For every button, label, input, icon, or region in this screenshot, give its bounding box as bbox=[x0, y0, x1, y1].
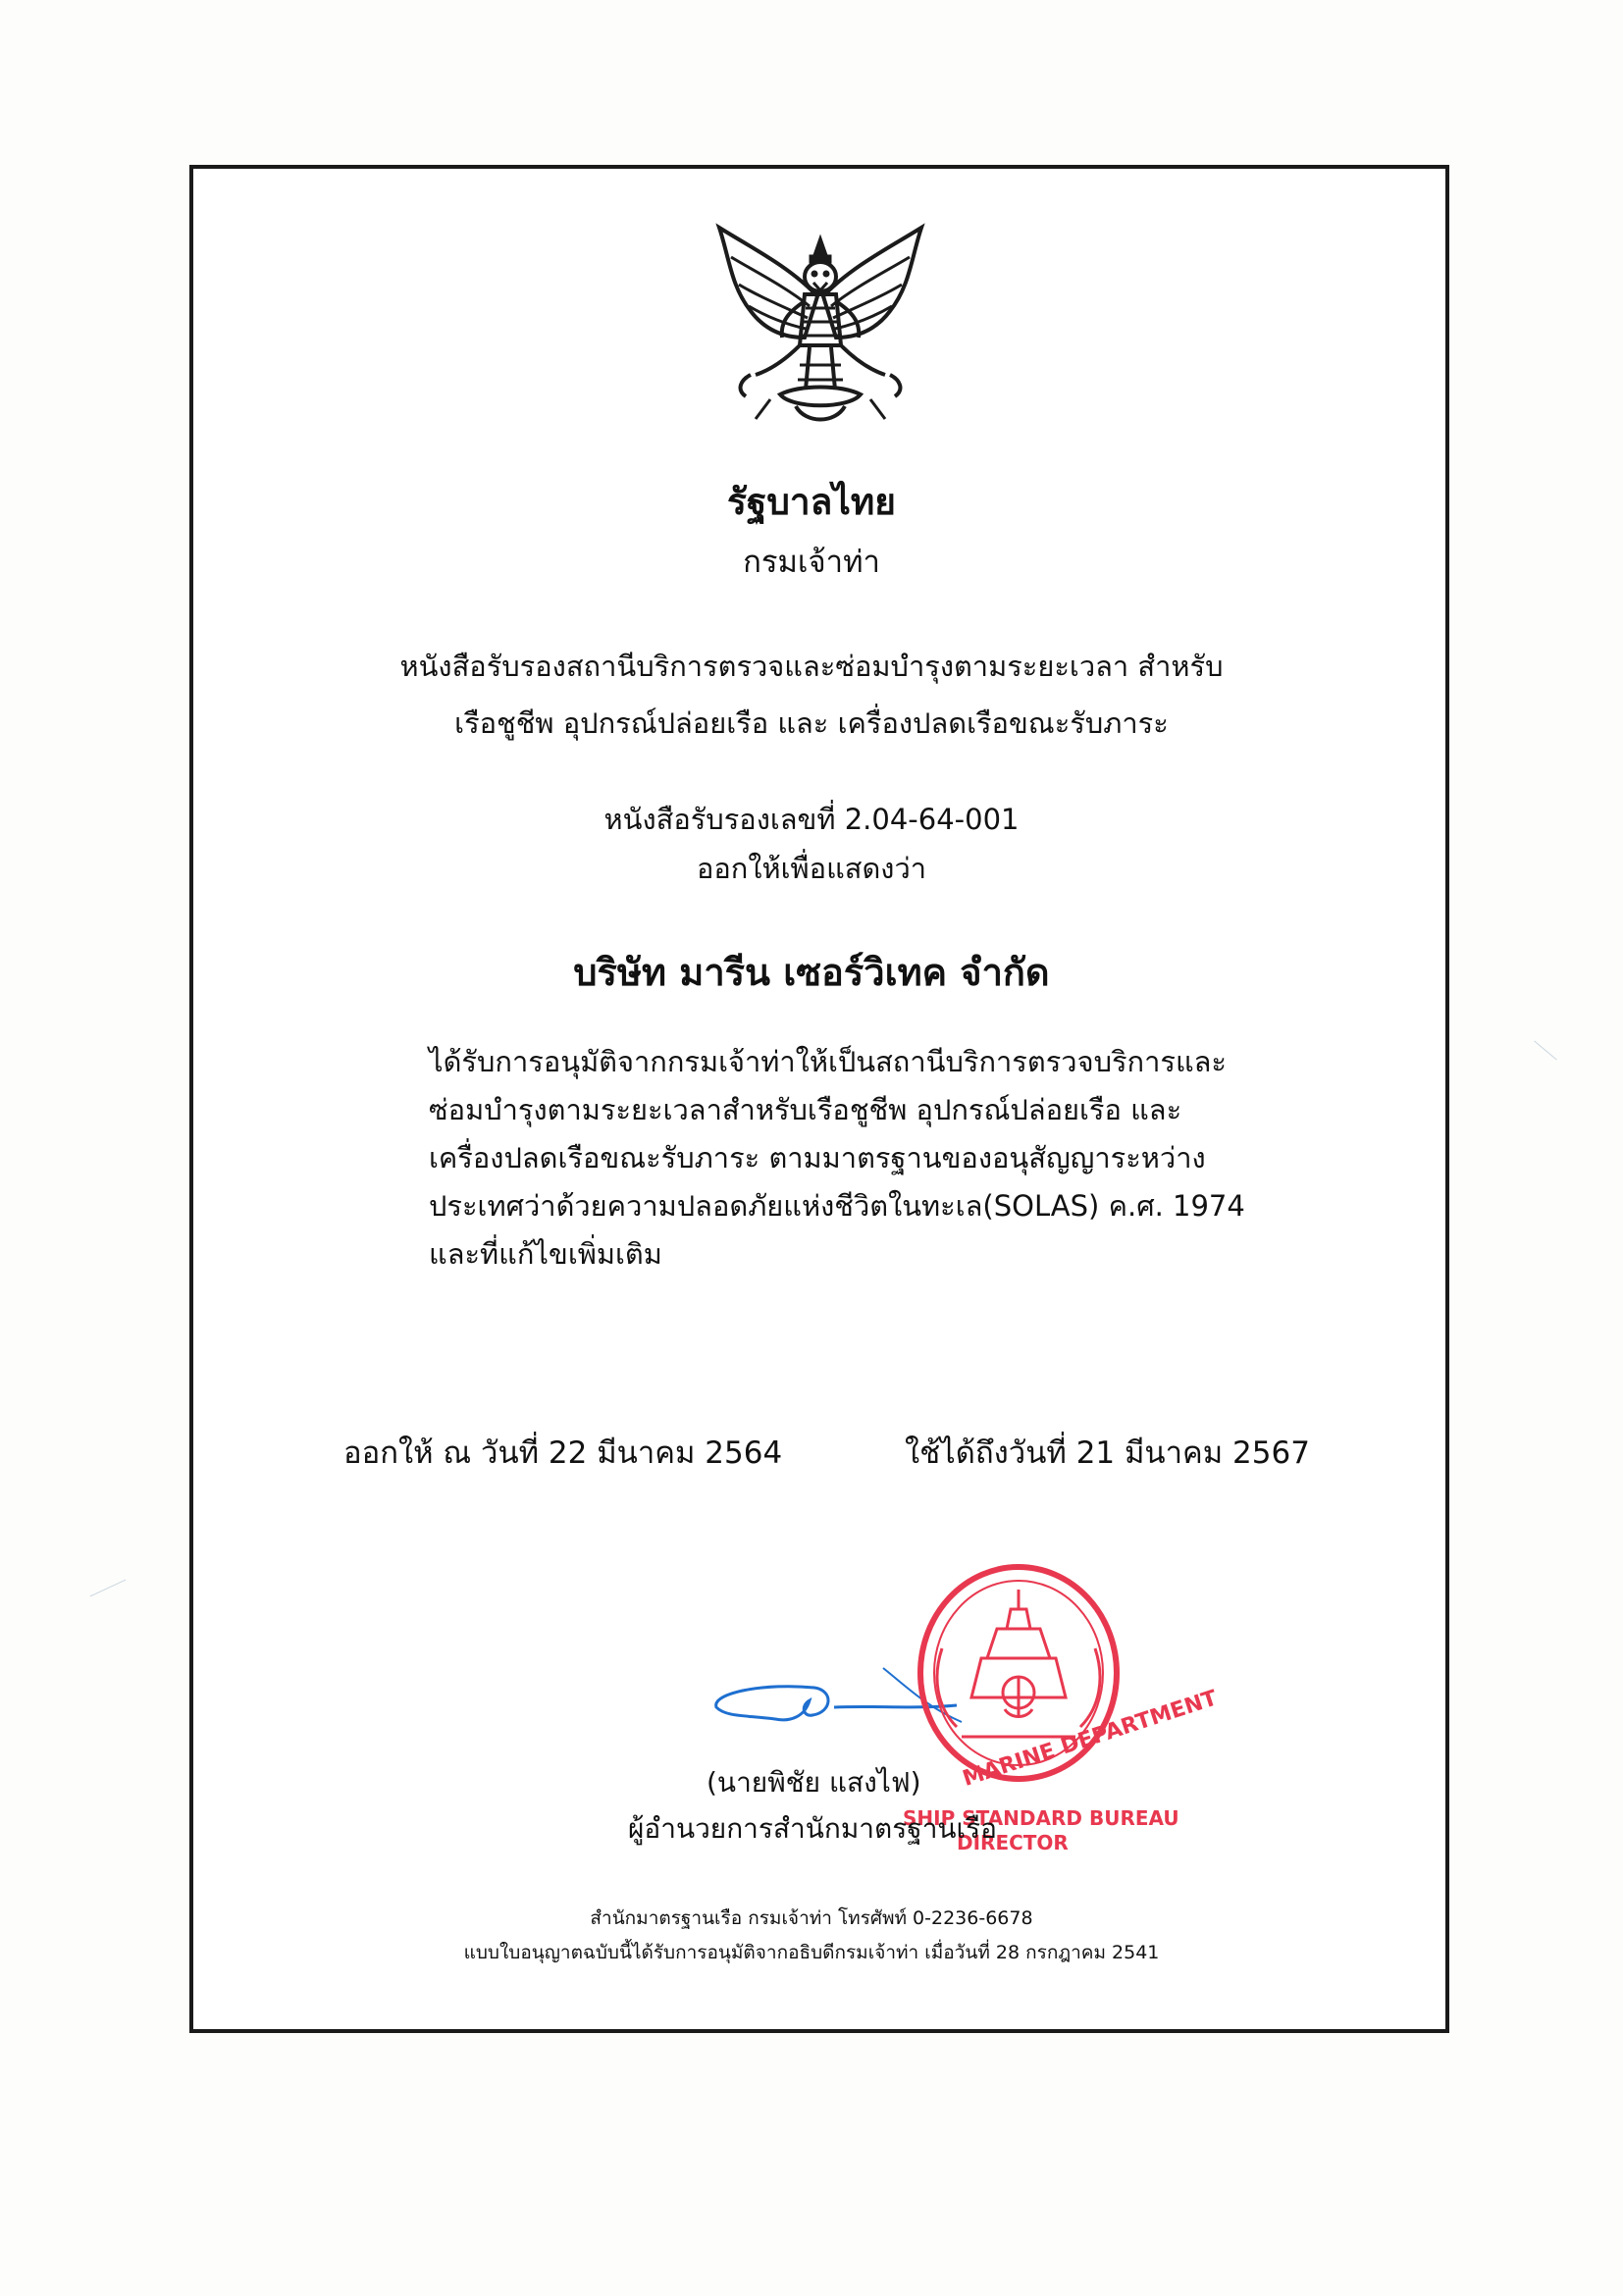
paper-fibre bbox=[1534, 1040, 1557, 1060]
issued-to-line: ออกให้เพื่อแสดงว่า bbox=[696, 852, 927, 885]
signatory-title: ผู้อำนวยการสำนักมาตรฐานเรือ bbox=[628, 1812, 997, 1845]
expiry-date: ใช้ได้ถึงวันที่ 21 มีนาคม 2567 bbox=[905, 1435, 1310, 1471]
garuda-emblem bbox=[711, 228, 929, 434]
footer-contact: สำนักมาตรฐานเรือ กรมเจ้าท่า โทรศัพท์ 0-2236-6678 bbox=[590, 1907, 1033, 1929]
certificate-number: หนังสือรับรองเลขที่ 2.04-64-001 bbox=[603, 803, 1020, 836]
approval-line: เครื่องปลดเรือขณะรับภาระ ตามมาตรฐานของอนุสัญญาระหว่าง bbox=[429, 1141, 1206, 1174]
approval-line: และที่แก้ไขเพิ่มเติม bbox=[429, 1237, 662, 1271]
certificate-title-line1: หนังสือรับรองสถานีบริการตรวจและซ่อมบำรุงตามระยะเวลา สำหรับ bbox=[399, 650, 1224, 683]
department-name: กรมเจ้าท่า bbox=[743, 545, 880, 580]
approval-statement bbox=[429, 1038, 1245, 1278]
company-name: บริษัท มารีน เซอร์วิเทค จำกัด bbox=[573, 951, 1050, 994]
footer-approval-note: แบบใบอนุญาตฉบับนี้ได้รับการอนุมัติจากอธิบดีกรมเจ้าท่า เมื่อวันที่ 28 กรกฎาคม 2541 bbox=[463, 1942, 1160, 1963]
seal-text-director: DIRECTOR bbox=[957, 1831, 1069, 1854]
certificate-title-line2: เรือชูชีพ อุปกรณ์ปล่อยเรือ และ เครื่องปลดเรือขณะรับภาระ bbox=[454, 706, 1169, 740]
approval-line: ประเทศว่าด้วยความปลอดภัยแห่งชีวิตในทะเล(SOLAS) ค.ศ. 1974 bbox=[429, 1189, 1245, 1223]
paper-fibre bbox=[90, 1580, 127, 1597]
seal-text-department: MARINE DEPARTMENT bbox=[960, 1686, 1221, 1792]
approval-line: ซ่อมบำรุงตามระยะเวลาสำหรับเรือชูชีพ อุปกรณ์ปล่อยเรือ และ bbox=[429, 1093, 1182, 1126]
approval-line: ได้รับการอนุมัติจากกรมเจ้าท่าให้เป็นสถานีบริการตรวจบริการและ bbox=[429, 1045, 1228, 1078]
seal-text-bureau: SHIP STANDARD BUREAU bbox=[903, 1806, 1179, 1830]
signatory-name: (นายพิชัย แสงไฟ) bbox=[707, 1766, 921, 1799]
issue-date: ออกให้ ณ วันที่ 22 มีนาคม 2564 bbox=[343, 1435, 783, 1471]
government-title: รัฐบาลไทย bbox=[727, 481, 896, 523]
